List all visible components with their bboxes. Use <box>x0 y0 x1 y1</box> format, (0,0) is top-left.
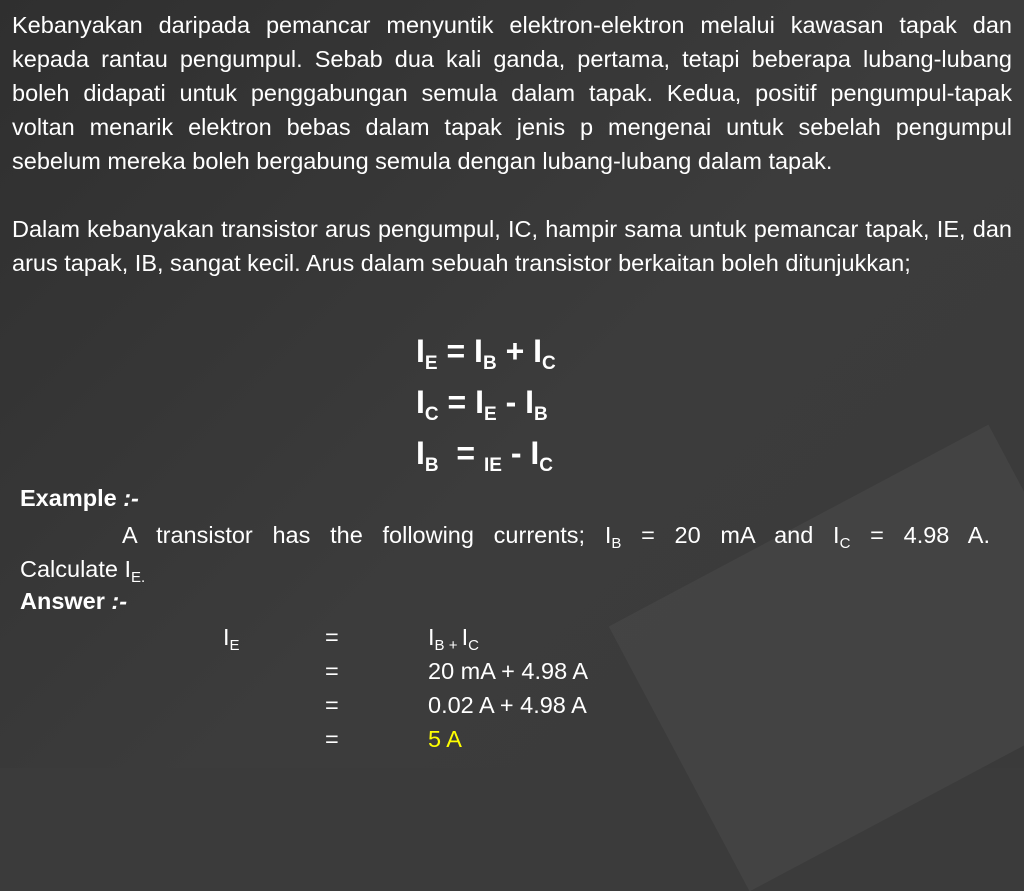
answer-symbol: I <box>428 624 435 650</box>
answer-symbol: I <box>223 624 230 650</box>
answer-separator: :- <box>104 588 128 614</box>
eq-subscript: B <box>482 353 497 374</box>
answer-equals: = <box>325 624 339 650</box>
eq-subscript: B <box>534 404 548 425</box>
eq-subscript: C <box>542 353 556 374</box>
example-text: = 4.98 A. <box>850 522 990 548</box>
eq-operator: + <box>496 333 534 369</box>
eq-subscript: C <box>539 455 553 476</box>
example-text: Calculate I <box>20 556 132 582</box>
answer-equals: = <box>325 658 339 684</box>
example-subscript: E. <box>131 569 146 586</box>
paragraph-2: Dalam kebanyakan transistor arus pengumpul, IC, hampir sama untuk pemancar tapak, IE, dan arus tapak, IB, sangat kecil. Arus dalam sebuah transistor berkaitan boleh ditunjukkan; <box>12 216 1012 276</box>
example-subscript: B <box>611 535 622 552</box>
equation-line <box>416 332 556 383</box>
answer-heading <box>20 588 127 615</box>
example-text: = 20 mA and I <box>621 522 840 548</box>
paragraph-1: Kebanyakan daripada pemancar menyuntik elektron-elektron melalui kawasan tapak dan kepada rantau pengumpul. Sebab dua kali ganda, pertama, tetapi beberapa lubang-lubang boleh didapati untuk penggabungan semula dalam tapak. Kedua, positif pengumpul-tapak voltan menarik elektron bebas dalam tapak jenis p mengenai untuk sebelah pengumpul sebelum mereka boleh bergabung semula dengan lubang-lubang dalam tapak. <box>12 12 1012 174</box>
answer-step-3: 0.02 A + 4.98 A <box>428 692 587 718</box>
eq-symbol: I <box>525 384 534 420</box>
answer-subscript: B + <box>434 637 462 654</box>
example-subscript: C <box>839 535 851 552</box>
eq-operator: - <box>501 435 531 471</box>
eq-subscript: E <box>424 353 438 374</box>
example-text: A transistor has the following currents; I <box>122 522 612 548</box>
eq-symbol: I <box>416 333 425 369</box>
eq-subscript: IE <box>483 455 502 476</box>
eq-symbol: I <box>530 435 540 471</box>
answer-equals: = <box>325 726 339 752</box>
answer-step-2: 20 mA + 4.98 A <box>428 658 589 684</box>
example-separator: :- <box>116 485 139 511</box>
equation-line <box>416 434 556 485</box>
answer-equals: = <box>325 692 339 718</box>
answer-lhs <box>223 622 240 661</box>
answer-symbol: I <box>461 624 469 650</box>
answer-result: 5 A <box>428 726 462 752</box>
eq-symbol: I <box>474 333 483 369</box>
answer-subscript: E <box>229 637 240 654</box>
eq-operator: = <box>438 435 484 471</box>
example-heading <box>20 485 139 512</box>
answer-title-text: Answer <box>20 588 105 614</box>
eq-subscript: C <box>424 404 439 425</box>
eq-symbol: I <box>416 384 425 420</box>
eq-symbol: I <box>475 384 484 420</box>
eq-symbol: I <box>416 435 425 471</box>
eq-operator: = <box>438 384 476 420</box>
eq-operator: = <box>437 333 475 369</box>
equation-line <box>416 383 556 434</box>
current-equations <box>416 332 556 485</box>
example-title-text: Example <box>20 485 117 511</box>
example-statement <box>122 519 990 560</box>
eq-subscript: B <box>424 455 439 476</box>
eq-operator: - <box>496 384 526 420</box>
eq-symbol: I <box>533 333 543 369</box>
eq-subscript: E <box>483 404 497 425</box>
answer-subscript: C <box>468 637 480 654</box>
